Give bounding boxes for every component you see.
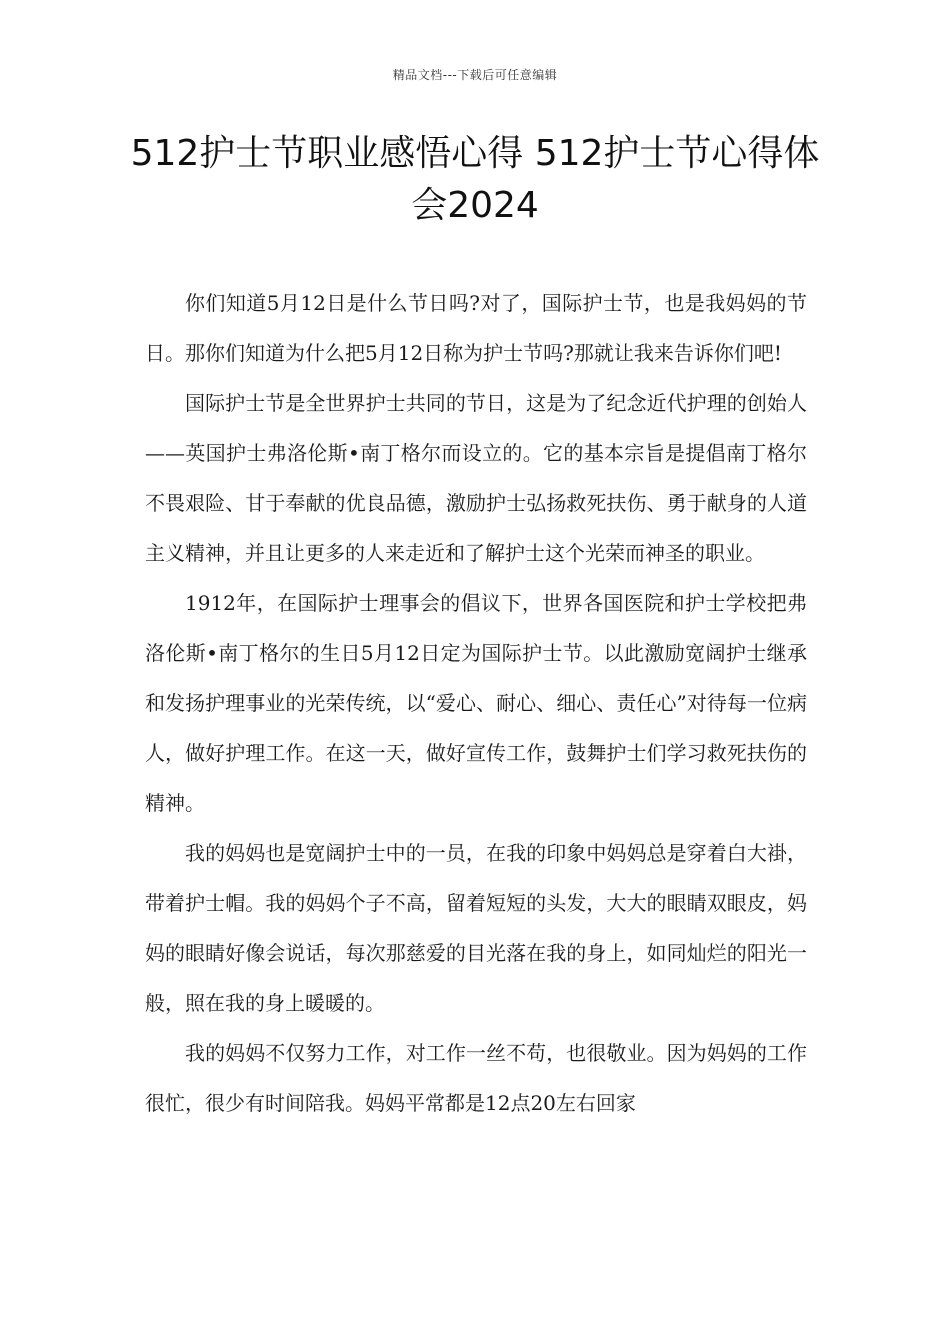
- header-note: 精品文档---下载后可任意编辑: [392, 68, 558, 82]
- paragraph-1: 你们知道5月12日是什么节日吗?对了，国际护士节，也是我妈妈的节日。那你们知道为什么把5月12日称为护士节吗?那就让我来告诉你们吧!: [145, 291, 807, 365]
- paragraph-2: 国际护士节是全世界护士共同的节日，这是为了纪念近代护理的创始人——英国护士弗洛伦斯•南丁格尔而设立的。它的基本宗旨是提倡南丁格尔不畏艰险、甘于奉献的优良品德，激励护士弘扬救死扶伤、勇于献身的人道主义精神，并且让更多的人来走近和了解护士这个光荣而神圣的职业。: [145, 391, 807, 565]
- paragraph-3: 1912年，在国际护士理事会的倡议下，世界各国医院和护士学校把弗洛伦斯•南丁格尔的生日5月12日定为国际护士节。以此激励宽阔护士继承和发扬护理事业的光荣传统，以“爱心、耐心、细心、责任心”对待每一位病人，做好护理工作。在这一天，做好宣传工作，鼓舞护士们学习救死扶伤的精神。: [145, 591, 807, 815]
- paragraph-5: 我的妈妈不仅努力工作，对工作一丝不苟，也很敬业。因为妈妈的工作很忙，很少有时间陪我。妈妈平常都是12点20左右回家: [145, 1041, 807, 1115]
- page-title: 512护士节职业感悟心得 512护士节心得体会2024: [130, 133, 820, 226]
- paragraph-4: 我的妈妈也是宽阔护士中的一员，在我的印象中妈妈总是穿着白大褂，带着护士帽。我的妈妈个子不高，留着短短的头发，大大的眼睛双眼皮，妈妈的眼睛好像会说话，每次那慈爱的目光落在我的身上，如同灿烂的阳光一般，照在我的身上暖暖的。: [145, 841, 807, 1015]
- document-body: [145, 278, 807, 1128]
